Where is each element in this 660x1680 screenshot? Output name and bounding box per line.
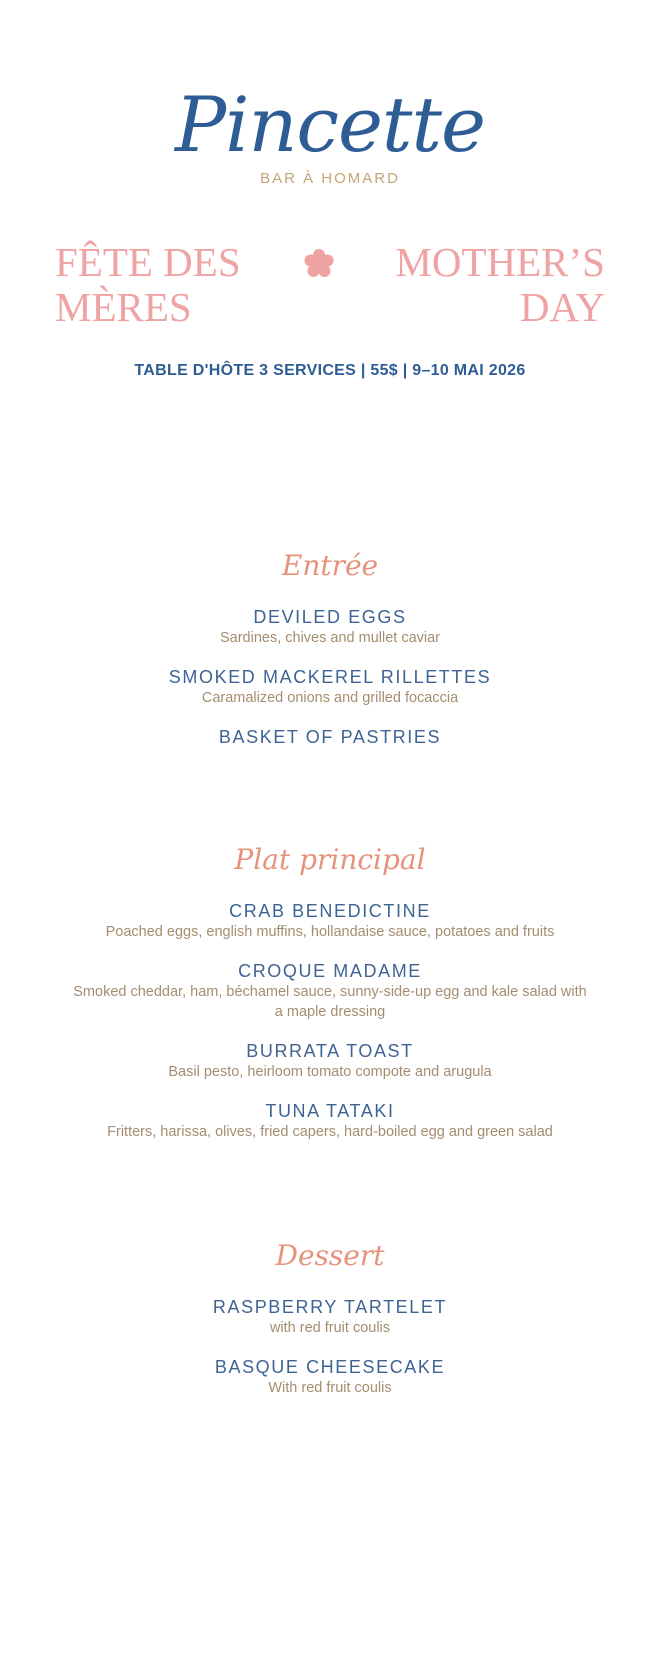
menu-item — [0, 1040, 660, 1082]
headline-french — [55, 240, 265, 330]
menu-item-description: with red fruit coulis — [269, 1320, 391, 1336]
menu-item — [0, 726, 660, 748]
section-entree — [0, 548, 660, 766]
menu-item — [0, 1356, 660, 1398]
menu-item-name: CROQUE MADAME — [238, 961, 422, 981]
menu-item-name: BASQUE CHEESECAKE — [214, 1357, 446, 1377]
menu-item — [0, 960, 660, 1022]
headline-english-line1: MOTHER’S — [395, 239, 605, 285]
menu-item-description: Fritters, harissa, olives, fried capers, hard-boiled egg and green salad — [107, 1124, 553, 1140]
menu-item-description: Smoked cheddar, ham, béchamel sauce, sunny-side-up egg and kale salad with a maple dressing — [73, 984, 587, 1020]
section-plat-principal — [0, 842, 660, 1160]
menu-item — [0, 666, 660, 708]
logo-wordmark: Pincette — [175, 80, 485, 169]
menu-subheader: TABLE D'HÔTE 3 SERVICES | 55$ | 9–10 MAI 2026 — [134, 362, 526, 379]
menu-item-description: Caramalized onions and grilled focaccia — [201, 690, 459, 706]
headline-french-line1: FÊTE DES — [55, 239, 241, 285]
menu-item — [0, 1296, 660, 1338]
flower-icon — [303, 248, 335, 280]
menu-item-name: BASKET OF PASTRIES — [218, 727, 442, 747]
section-title: Dessert — [275, 1239, 385, 1272]
headline-french-line2: MÈRES — [55, 284, 192, 330]
menu-item-name: CRAB BENEDICTINE — [229, 901, 431, 921]
menu-item-name: BURRATA TOAST — [246, 1041, 414, 1061]
menu-item — [0, 900, 660, 942]
menu-item-description: Basil pesto, heirloom tomato compote and arugula — [168, 1064, 492, 1080]
headline-english — [385, 240, 605, 330]
section-title: Plat principal — [234, 843, 426, 876]
menu-item-name: DEVILED EGGS — [253, 607, 407, 627]
menu-item — [0, 1100, 660, 1142]
menu-item-description: Sardines, chives and mullet caviar — [219, 630, 441, 646]
logo — [0, 80, 660, 187]
headline-english-line2: DAY — [519, 284, 605, 330]
headline — [55, 240, 605, 330]
menu-item — [0, 606, 660, 648]
section-dessert — [0, 1238, 660, 1416]
logo-tagline: BAR À HOMARD — [260, 170, 400, 187]
menu-item-name: TUNA TATAKI — [265, 1101, 395, 1121]
menu-item-description: Poached eggs, english muffins, hollandaise sauce, potatoes and fruits — [105, 924, 555, 940]
menu-item-name: RASPBERRY TARTELET — [212, 1297, 448, 1317]
menu-item-name: SMOKED MACKEREL RILLETTES — [168, 667, 492, 687]
section-title: Entrée — [281, 549, 379, 582]
menu-item-description: With red fruit coulis — [268, 1380, 392, 1396]
